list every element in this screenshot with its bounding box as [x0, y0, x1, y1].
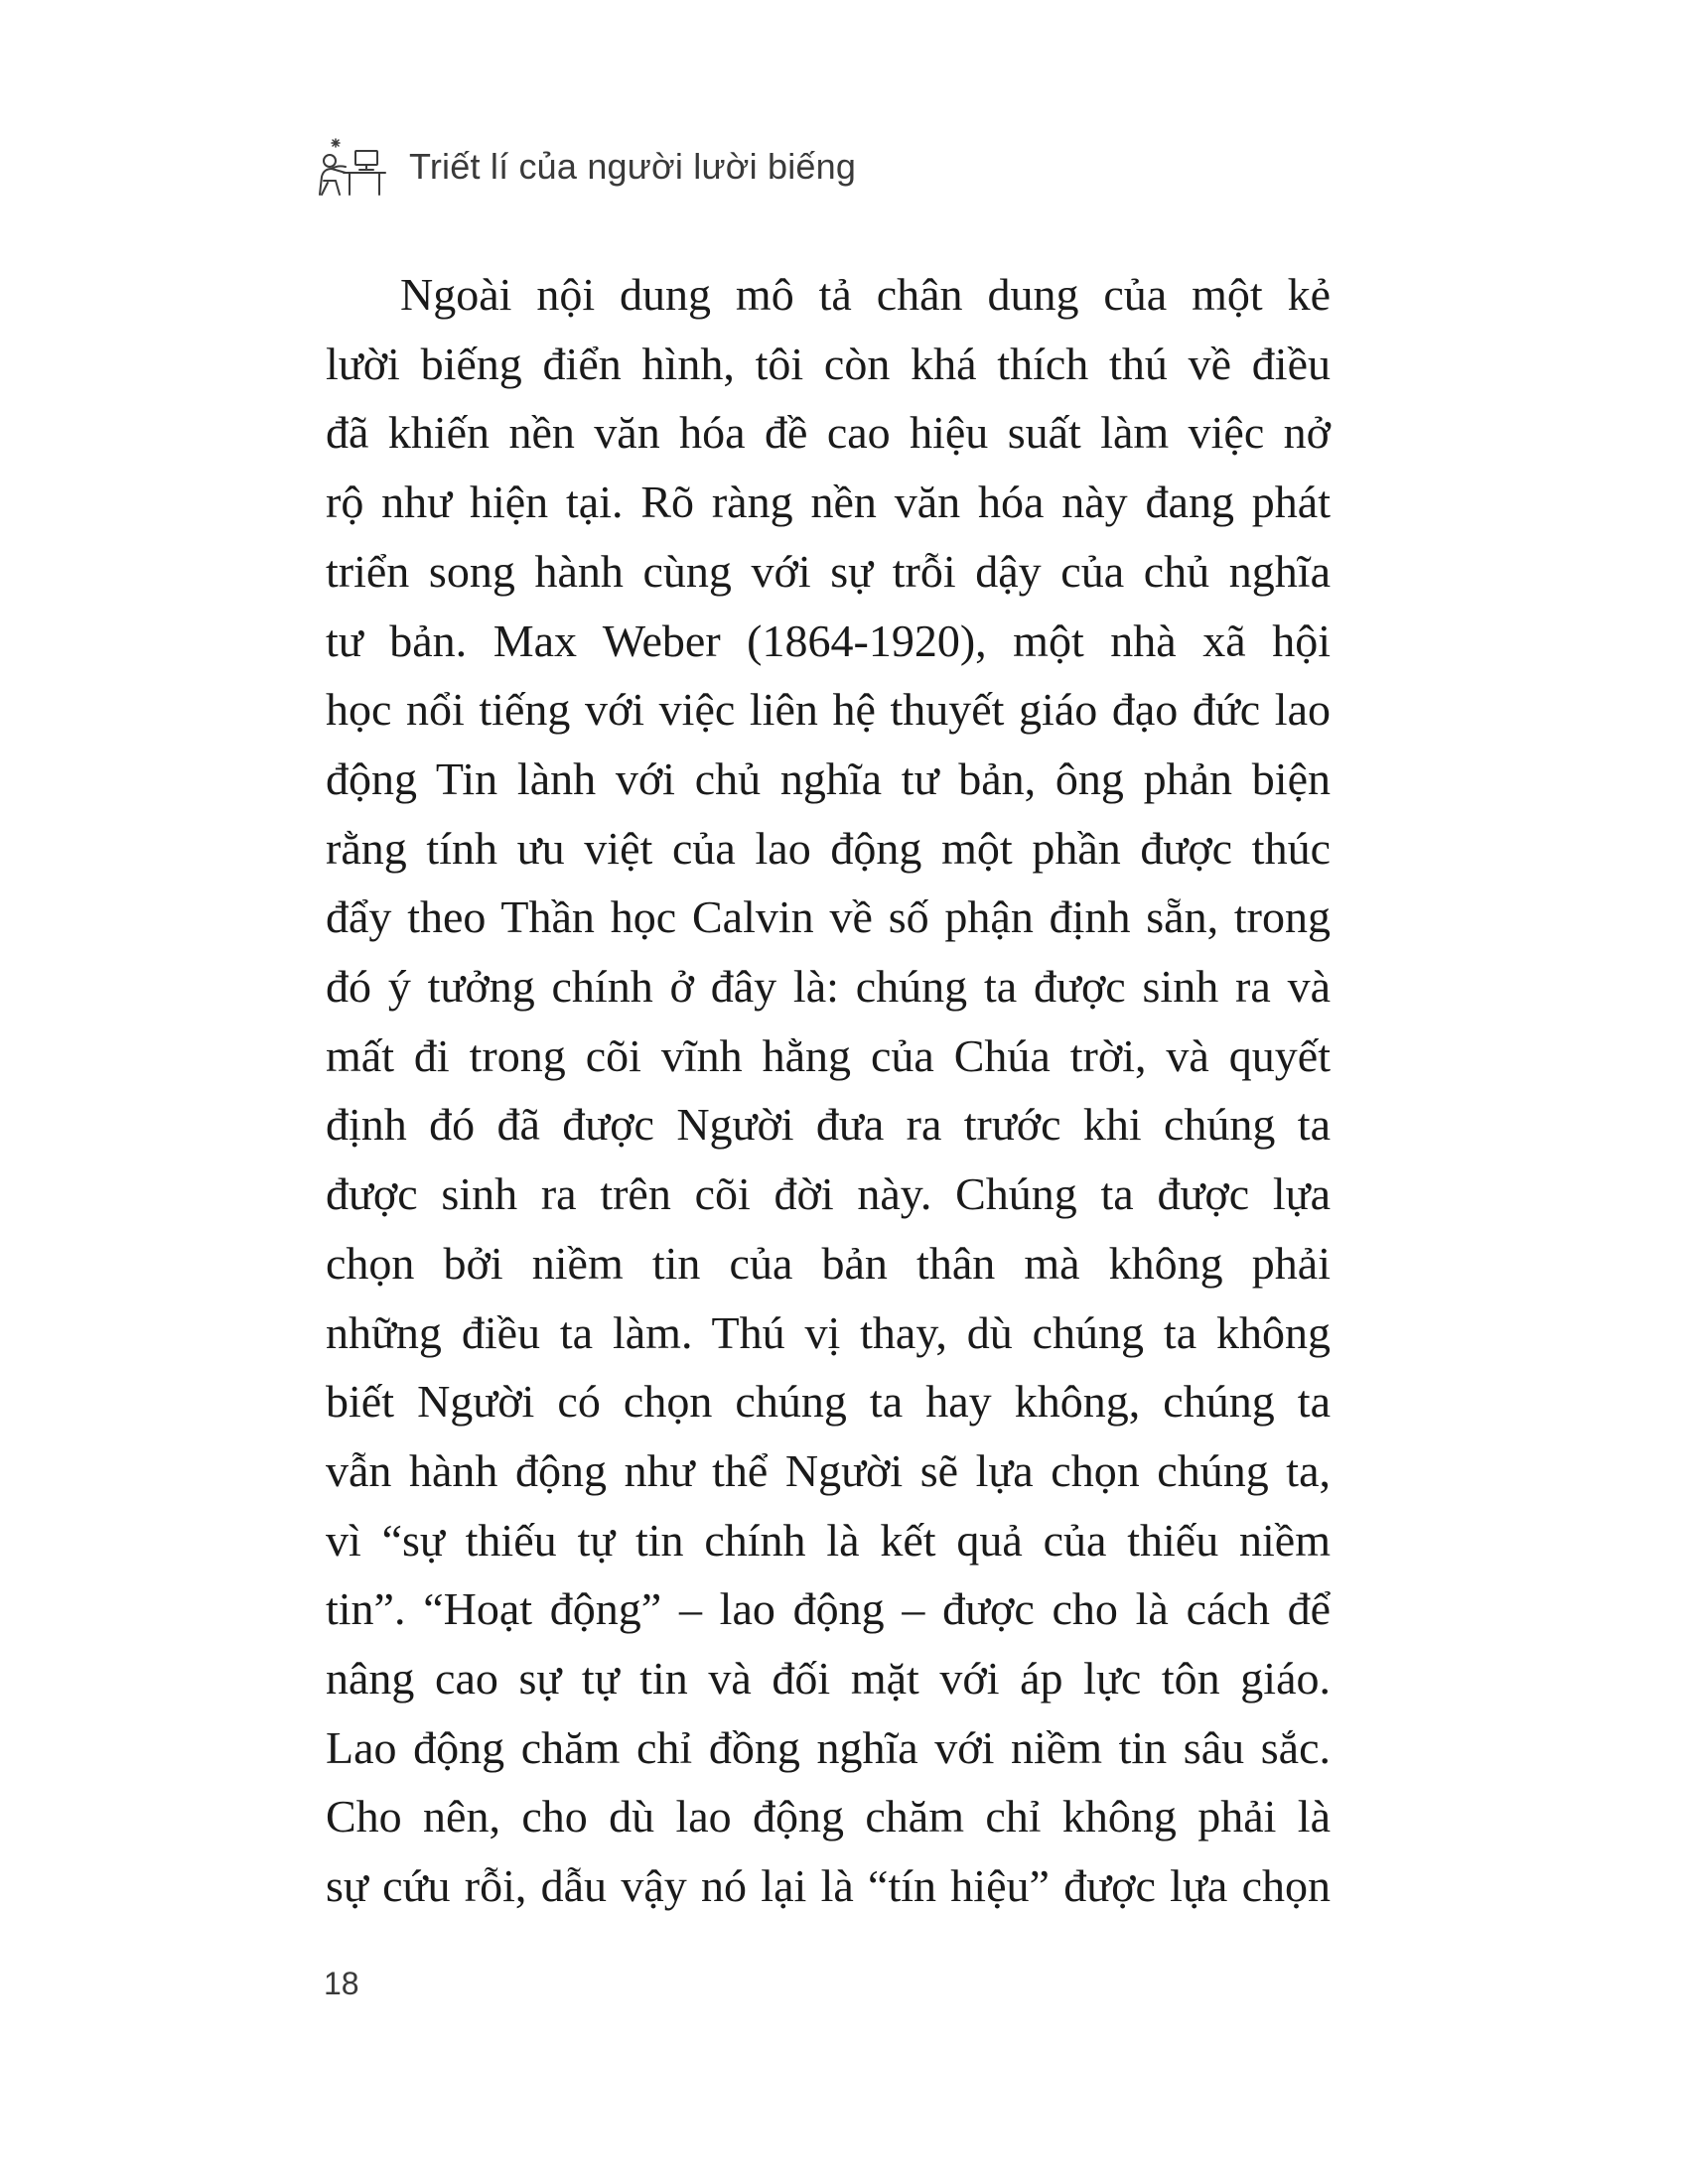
text-line: rằng tính ưu việt của lao động một phần được thúc [326, 822, 1331, 874]
lazy-person-at-desk-icon [314, 137, 389, 197]
text-line: Ngoài nội dung mô tả chân dung của một kẻ [400, 269, 1331, 320]
text-line: vẫn hành động như thể Người sẽ lựa chọn chúng ta, [326, 1444, 1331, 1496]
page-number: 18 [324, 1966, 359, 2001]
text-line: tư bản. Max Weber (1864-1920), một nhà xã hội [326, 614, 1331, 666]
text-line: lười biếng điển hình, tôi còn khá thích thú về điều [326, 338, 1331, 389]
text-line: rộ như hiện tại. Rõ ràng nền văn hóa này đang phát [326, 477, 1331, 528]
text-line: chọn bởi niềm tin của bản thân mà không phải [326, 1237, 1331, 1289]
running-header [314, 137, 856, 197]
text-line: những điều ta làm. Thú vị thay, dù chúng ta không [326, 1306, 1331, 1358]
running-header-title: Triết lí của người lười biếng [409, 146, 857, 187]
text-line: đó ý tưởng chính ở đây là: chúng ta được sinh ra và [326, 961, 1331, 1013]
text-line: biết Người có chọn chúng ta hay không, chúng ta [326, 1376, 1331, 1428]
text-line: Cho nên, cho dù lao động chăm chỉ không phải là [326, 1791, 1331, 1843]
text-line: Lao động chăm chỉ đồng nghĩa với niềm tin sâu sắc. [326, 1721, 1331, 1773]
text-line: triển song hành cùng với sự trỗi dậy của chủ nghĩa [326, 545, 1331, 597]
text-line: học nổi tiếng với việc liên hệ thuyết giáo đạo đức lao [326, 684, 1331, 736]
body-paragraph [326, 260, 1331, 1921]
text-line: mất đi trong cõi vĩnh hằng của Chúa trời, và quyết [326, 1029, 1331, 1081]
text-line: đã khiến nền văn hóa đề cao hiệu suất làm việc nở [326, 407, 1331, 459]
text-line: được sinh ra trên cõi đời này. Chúng ta được lựa [326, 1168, 1331, 1220]
text-line: vì “sự thiếu tự tin chính là kết quả của thiếu niềm [326, 1514, 1331, 1566]
text-line: định đó đã được Người đưa ra trước khi chúng ta [326, 1099, 1331, 1151]
text-line: nâng cao sự tự tin và đối mặt với áp lực tôn giáo. [326, 1653, 1331, 1705]
text-line: động Tin lành với chủ nghĩa tư bản, ông phản biện [326, 752, 1331, 804]
text-line: đẩy theo Thần học Calvin về số phận định sẵn, trong [326, 891, 1331, 943]
text-line: tin”. “Hoạt động” – lao động – được cho là cách để [326, 1583, 1331, 1635]
text-line: sự cứu rỗi, dẫu vậy nó lại là “tín hiệu” được lựa chọn [326, 1860, 1331, 1912]
